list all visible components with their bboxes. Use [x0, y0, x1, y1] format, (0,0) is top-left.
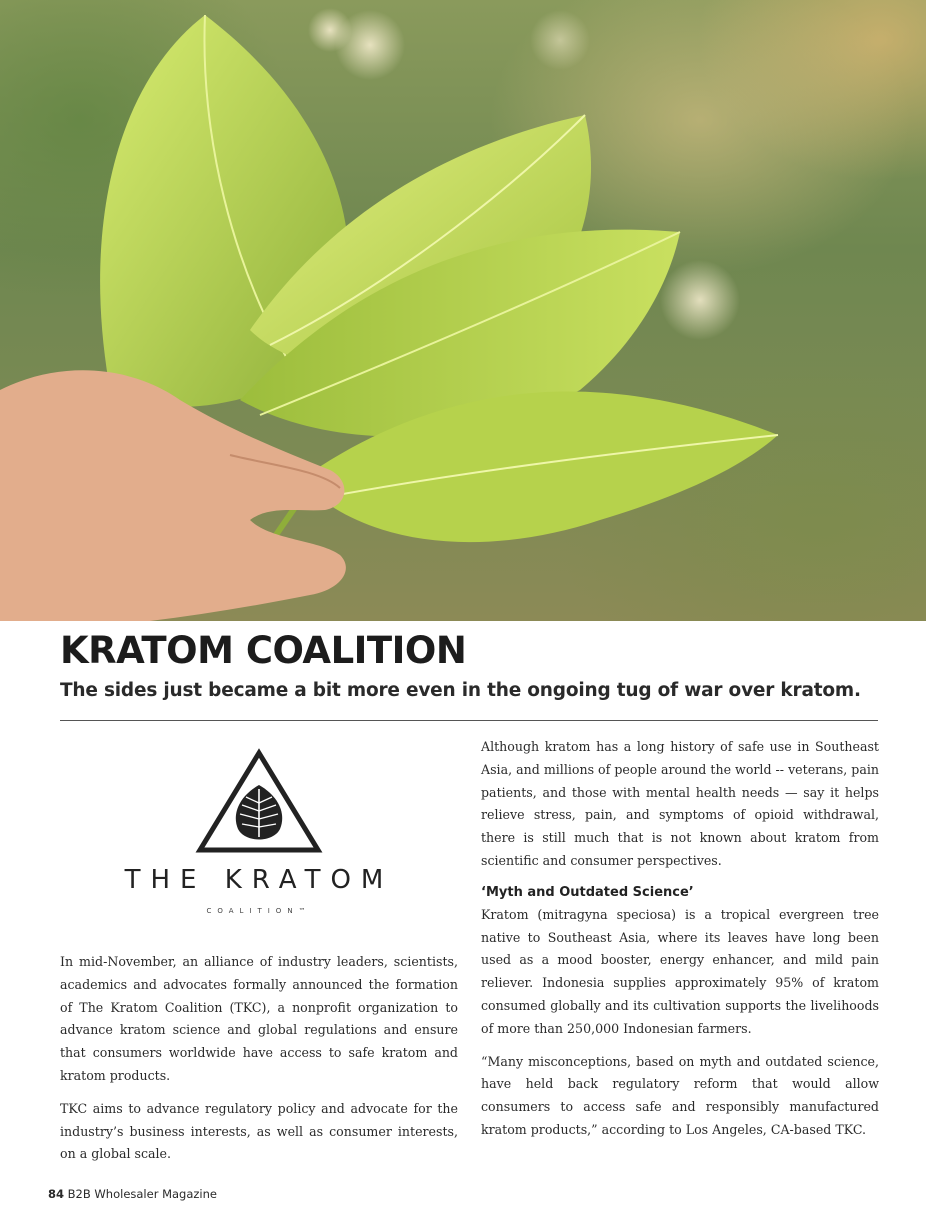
leaf-in-triangle-icon [60, 745, 458, 865]
page-number: 84 [48, 1187, 65, 1201]
section-heading: ‘Myth and Outdated Science’ [481, 884, 694, 900]
quote-paragraph: “Many misconceptions, based on myth and outdated science, have held back regulatory reform that would allow consumers to access safe and responsibly manufactured kratom products,” according to Los Angeles, CA-based TKC. [481, 1053, 879, 1137]
right-column [481, 736, 879, 1152]
article-title: KRATOM COALITION [60, 629, 467, 672]
article-subtitle: The sides just became a bit more even in the ongoing tug of war over kratom. [60, 680, 861, 701]
publication-name: B2B Wholesaler Magazine [67, 1187, 217, 1201]
page-footer [48, 1187, 217, 1201]
kratom-coalition-logo [60, 745, 458, 930]
title-divider [60, 720, 878, 721]
logo-submark: COALITION™ [206, 907, 312, 915]
left-column [60, 951, 458, 1176]
logo-wordmark: THE KRATOM [124, 865, 394, 895]
paragraph: Kratom (mitragyna speciosa) is a tropical evergreen tree native to Southeast Asia, where its leaves have long been used as a mood booster, energy enhancer, and mild pain reliever. Indonesia supplies approximately 95% of kratom consumed globally and its cultivation supports the livelihoods of more than 250,000 Indonesian farmers. [481, 906, 879, 1036]
intro-paragraph: Although kratom has a long history of safe use in Southeast Asia, and millions of people around the world -- veterans, pain patients, and those with mental health needs — say it helps relieve stress, pain, and symptoms of opioid withdrawal, there is still much that is not known about kratom from scientific and consumer perspectives. [481, 739, 879, 868]
paragraph: TKC aims to advance regulatory policy and advocate for the industry’s business interests, as well as consumer interests, on a global scale. [60, 1100, 458, 1162]
paragraph: In mid-November, an alliance of industry leaders, scientists, academics and advocates formally announced the formation of The Kratom Coalition (TKC), a nonprofit organization to advance kratom science and global regulations and ensure that consumers worldwide have access to safe kratom and kratom products. [60, 954, 458, 1083]
